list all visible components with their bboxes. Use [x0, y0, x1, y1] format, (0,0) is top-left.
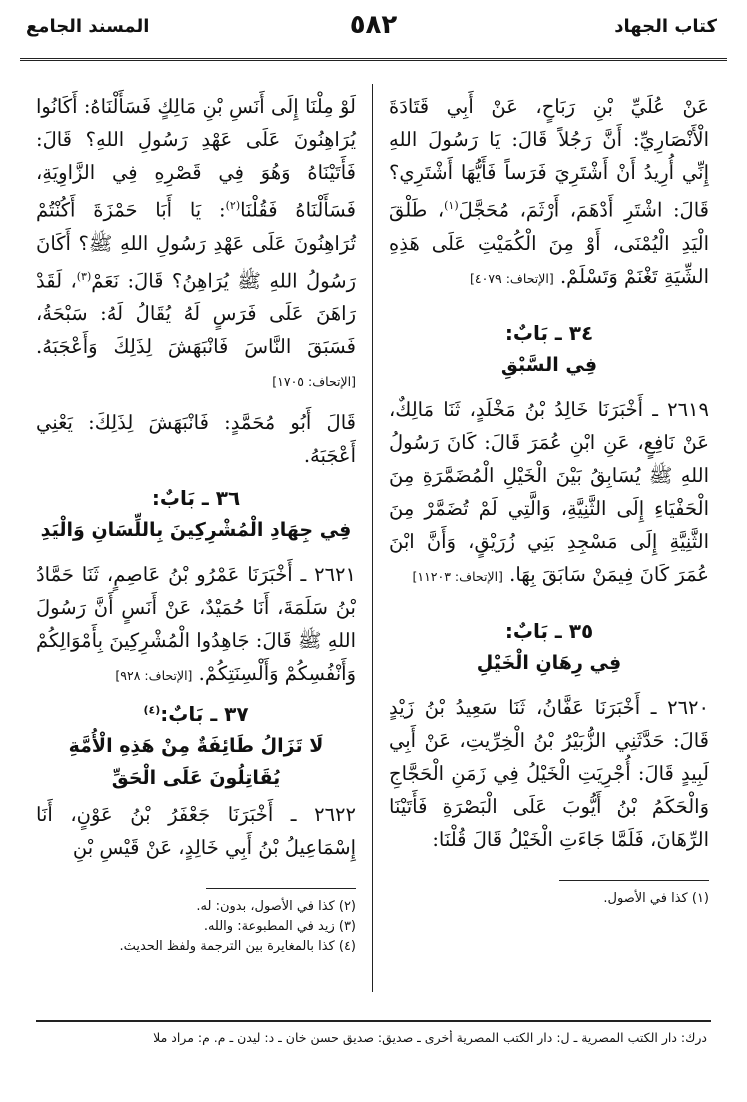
ithaf-reference: [الإتحاف: ٩٢٨]	[115, 668, 193, 683]
hadith-text: ٢٦١٩ ـ أَخْبَرَنَا خَالِدُ بْنُ مَخْلَدٍ، ثَنَا مَالِكٌ، عَنْ نَافِعٍ، عَنِ ابْنِ عُمَرَ قَالَ: كَانَ رَسُولُ اللهِ ﷺ يُسَابِقُ بَيْنَ الْخَيْلِ الْمُضَمَّرَةِ مِنَ الْحَفْيَاءِ إِلَى الثَّنِيَّةِ، وَالَّتِي لَمْ تُضَمَّرْ مِنَ الثَّنِيَّةِ إِلَى مَسْجِدِ بَنِي زُرَيْقٍ، وَأَنَّ ابْنَ عُمَرَ كَانَ فِيمَنْ سَابَقَ بِهَا. [الإتحاف: ١١٢٠٣]	[389, 397, 709, 586]
ithaf-reference: [الإتحاف: ٤٠٧٩]	[470, 270, 554, 286]
chapter-title: فِي السَّبْقِ	[500, 353, 598, 376]
footnote-marker: (٤)	[143, 703, 161, 717]
footnote-marker: (٢)	[225, 199, 241, 212]
chapter-title: فِي جِهَادِ الْمُشْرِكِينَ بِاللِّسَانِ وَالْيَدِ	[40, 519, 352, 541]
footnote: (٢) كذا في الأصول، بدون: له.	[196, 899, 356, 914]
chapter-title: فِي رِهَانِ الْخَيْلِ	[476, 651, 622, 674]
hadith-text: ٢٦٢١ ـ أَخْبَرَنَا عَمْرُو بْنُ عَاصِمٍ، ثَنَا حَمَّادُ بْنُ سَلَمَةَ، أَنَا حُمَيْدٌ، عَنْ أَنَسٍ أَنَّ رَسُولَ اللهِ ﷺ قَالَ: جَاهِدُوا الْمُشْرِكِينَ بِأَمْوَالِكُمْ وَأَنْفُسِكُمْ وَأَلْسِنَتِكُمْ. [الإتحاف: ٩٢٨]	[36, 563, 356, 685]
hadith-continuation: لَوْ مِلْنَا إِلَى أَنَسِ بْنِ مَالِكٍ فَسَأَلْنَاهُ: أَكَانُوا يُرَاهِنُونَ عَلَى عَهْدِ رَسُولِ اللهِ؟ قَالَ: فَأَتَيْنَاهُ وَهُوَ فِي قَصْرِهِ فِي الزَّاوِيَةِ، فَسَأَلْنَاهُ فَقُلْنَا$^{(٢)}$: يَا أَبَا حَمْزَةَ أَكُنْتُمْ تُرَاهِنُونَ عَلَى عَهْدِ رَسُولِ اللهِ ﷺ؟ أَكَانَ رَسُولُ اللهِ ﷺ يُرَاهِنُ؟ قَالَ: نَعَمْ$^{(٣)}$، لَقَدْ رَاهَنَ عَلَى فَرَسٍ لَهُ يُقَالُ لَهُ: سَبْحَةُ، فَسَبَقَ النَّاسَ فَانْبَهَشَ لِذَلِكَ وَأَعْجَبَهُ. [الإتحاف: ١٧٠٥]	[36, 95, 356, 389]
hadith-text: ٢٦٢٢ ـ أَخْبَرَنَا جَعْفَرُ بْنُ عَوْنٍ، أَنَا إِسْمَاعِيلُ بْنُ أَبِي خَالِدٍ، عَنْ قَيْسِ بْنِ	[36, 803, 356, 859]
right-column	[389, 90, 709, 909]
manuscript-sigla-footer: درك: دار الكتب المصرية ـ ل: دار الكتب المصرية أخرى ـ صديق: صديق حسن خان ـ د: ليدن ـ م. م: مراد ملا	[153, 1030, 707, 1045]
left-column	[36, 90, 356, 957]
footnote-rule	[559, 880, 709, 881]
chapter-heading: ٣٥ ـ بَابٌ:	[504, 618, 594, 643]
book-title: كتاب الجهاد	[614, 16, 717, 37]
page-number: ٥٨٢	[349, 10, 398, 40]
hadith-text: ٢٦٢٠ ـ أَخْبَرَنَا عَفَّانُ، ثَنَا سَعِيدُ بْنُ زَيْدٍ قَالَ: حَدَّثَنِي الزُّبَيْرُ بْنُ الْخِرِّيتِ، عَنْ أَبِي لَبِيدٍ قَالَ: أُجْرِيَتِ الْخَيْلُ فِي زَمَنِ الْحَجَّاجِ وَالْحَكَمُ بْنُ أَيُّوبَ عَلَى الْبَصْرَةِ فَأَتَيْنَا الرِّهَانَ، فَلَمَّا جَاءَتِ الْخَيْلُ قَالَ قُلْنَا:	[389, 695, 709, 851]
ithaf-reference: [الإتحاف: ١١٢٠٣]	[412, 568, 503, 584]
footnote: (٤) كذا بالمغايرة بين الترجمة ولفظ الحديث.	[119, 939, 356, 954]
chapter-heading: ٣٦ ـ بَابٌ:	[151, 486, 241, 510]
chapter-heading: ٣٤ ـ بَابٌ:	[504, 320, 594, 345]
column-divider	[372, 84, 373, 992]
running-header	[20, 6, 727, 56]
footnote: (٣) زيد في المطبوعة: والله.	[203, 919, 356, 934]
footnote-marker: (٣)	[76, 269, 92, 283]
hadith-continuation: عَنْ عُلَيِّ بْنِ رَبَاحٍ، عَنْ أَبِي قَتَادَةَ الْأَنْصَارِيِّ: أَنَّ رَجُلاً قَالَ: يَا رَسُولَ اللهِ إِنِّي أُرِيدُ أَنْ أَشْتَرِيَ فَرَساً فَأَيُّهَا أَشْتَرِي؟ قَالَ: اشْتَرِ أَدْهَمَ، أَرْثَمَ، مُحَجَّلَ$^{(١)}$، طَلْقَ الْيَدِ الْيُمْنَى، أَوْ مِنَ الْكُمَيْتِ عَلَى هَذِهِ الشِّيَةِ تَغْنَمْ وَتَسْلَمْ. [الإتحاف: ٤٠٧٩]	[389, 95, 709, 288]
footer-rule	[36, 1020, 711, 1022]
commentary-text: قَالَ أَبُو مُحَمَّدٍ: فَانْبَهَشَ لِذَلِكَ: يَعْنِي أَعْجَبَهُ.	[36, 411, 356, 467]
footnote: (١) كذا في الأصول.	[603, 890, 709, 906]
collection-title: المسند الجامع	[26, 16, 150, 37]
ithaf-reference: [الإتحاف: ١٧٠٥]	[272, 374, 356, 389]
footnote-marker: (١)	[444, 199, 459, 212]
header-rule	[20, 58, 727, 61]
chapter-title: لَا تَزَالُ طَائِفَةٌ مِنْ هَذِهِ الْأُمَّةِ يُقَاتِلُونَ عَلَى الْحَقِّ	[68, 735, 324, 789]
footnote-rule	[206, 888, 356, 889]
chapter-heading: ٣٧ ـ بَابٌ:$^{(٤)}$	[143, 702, 249, 726]
